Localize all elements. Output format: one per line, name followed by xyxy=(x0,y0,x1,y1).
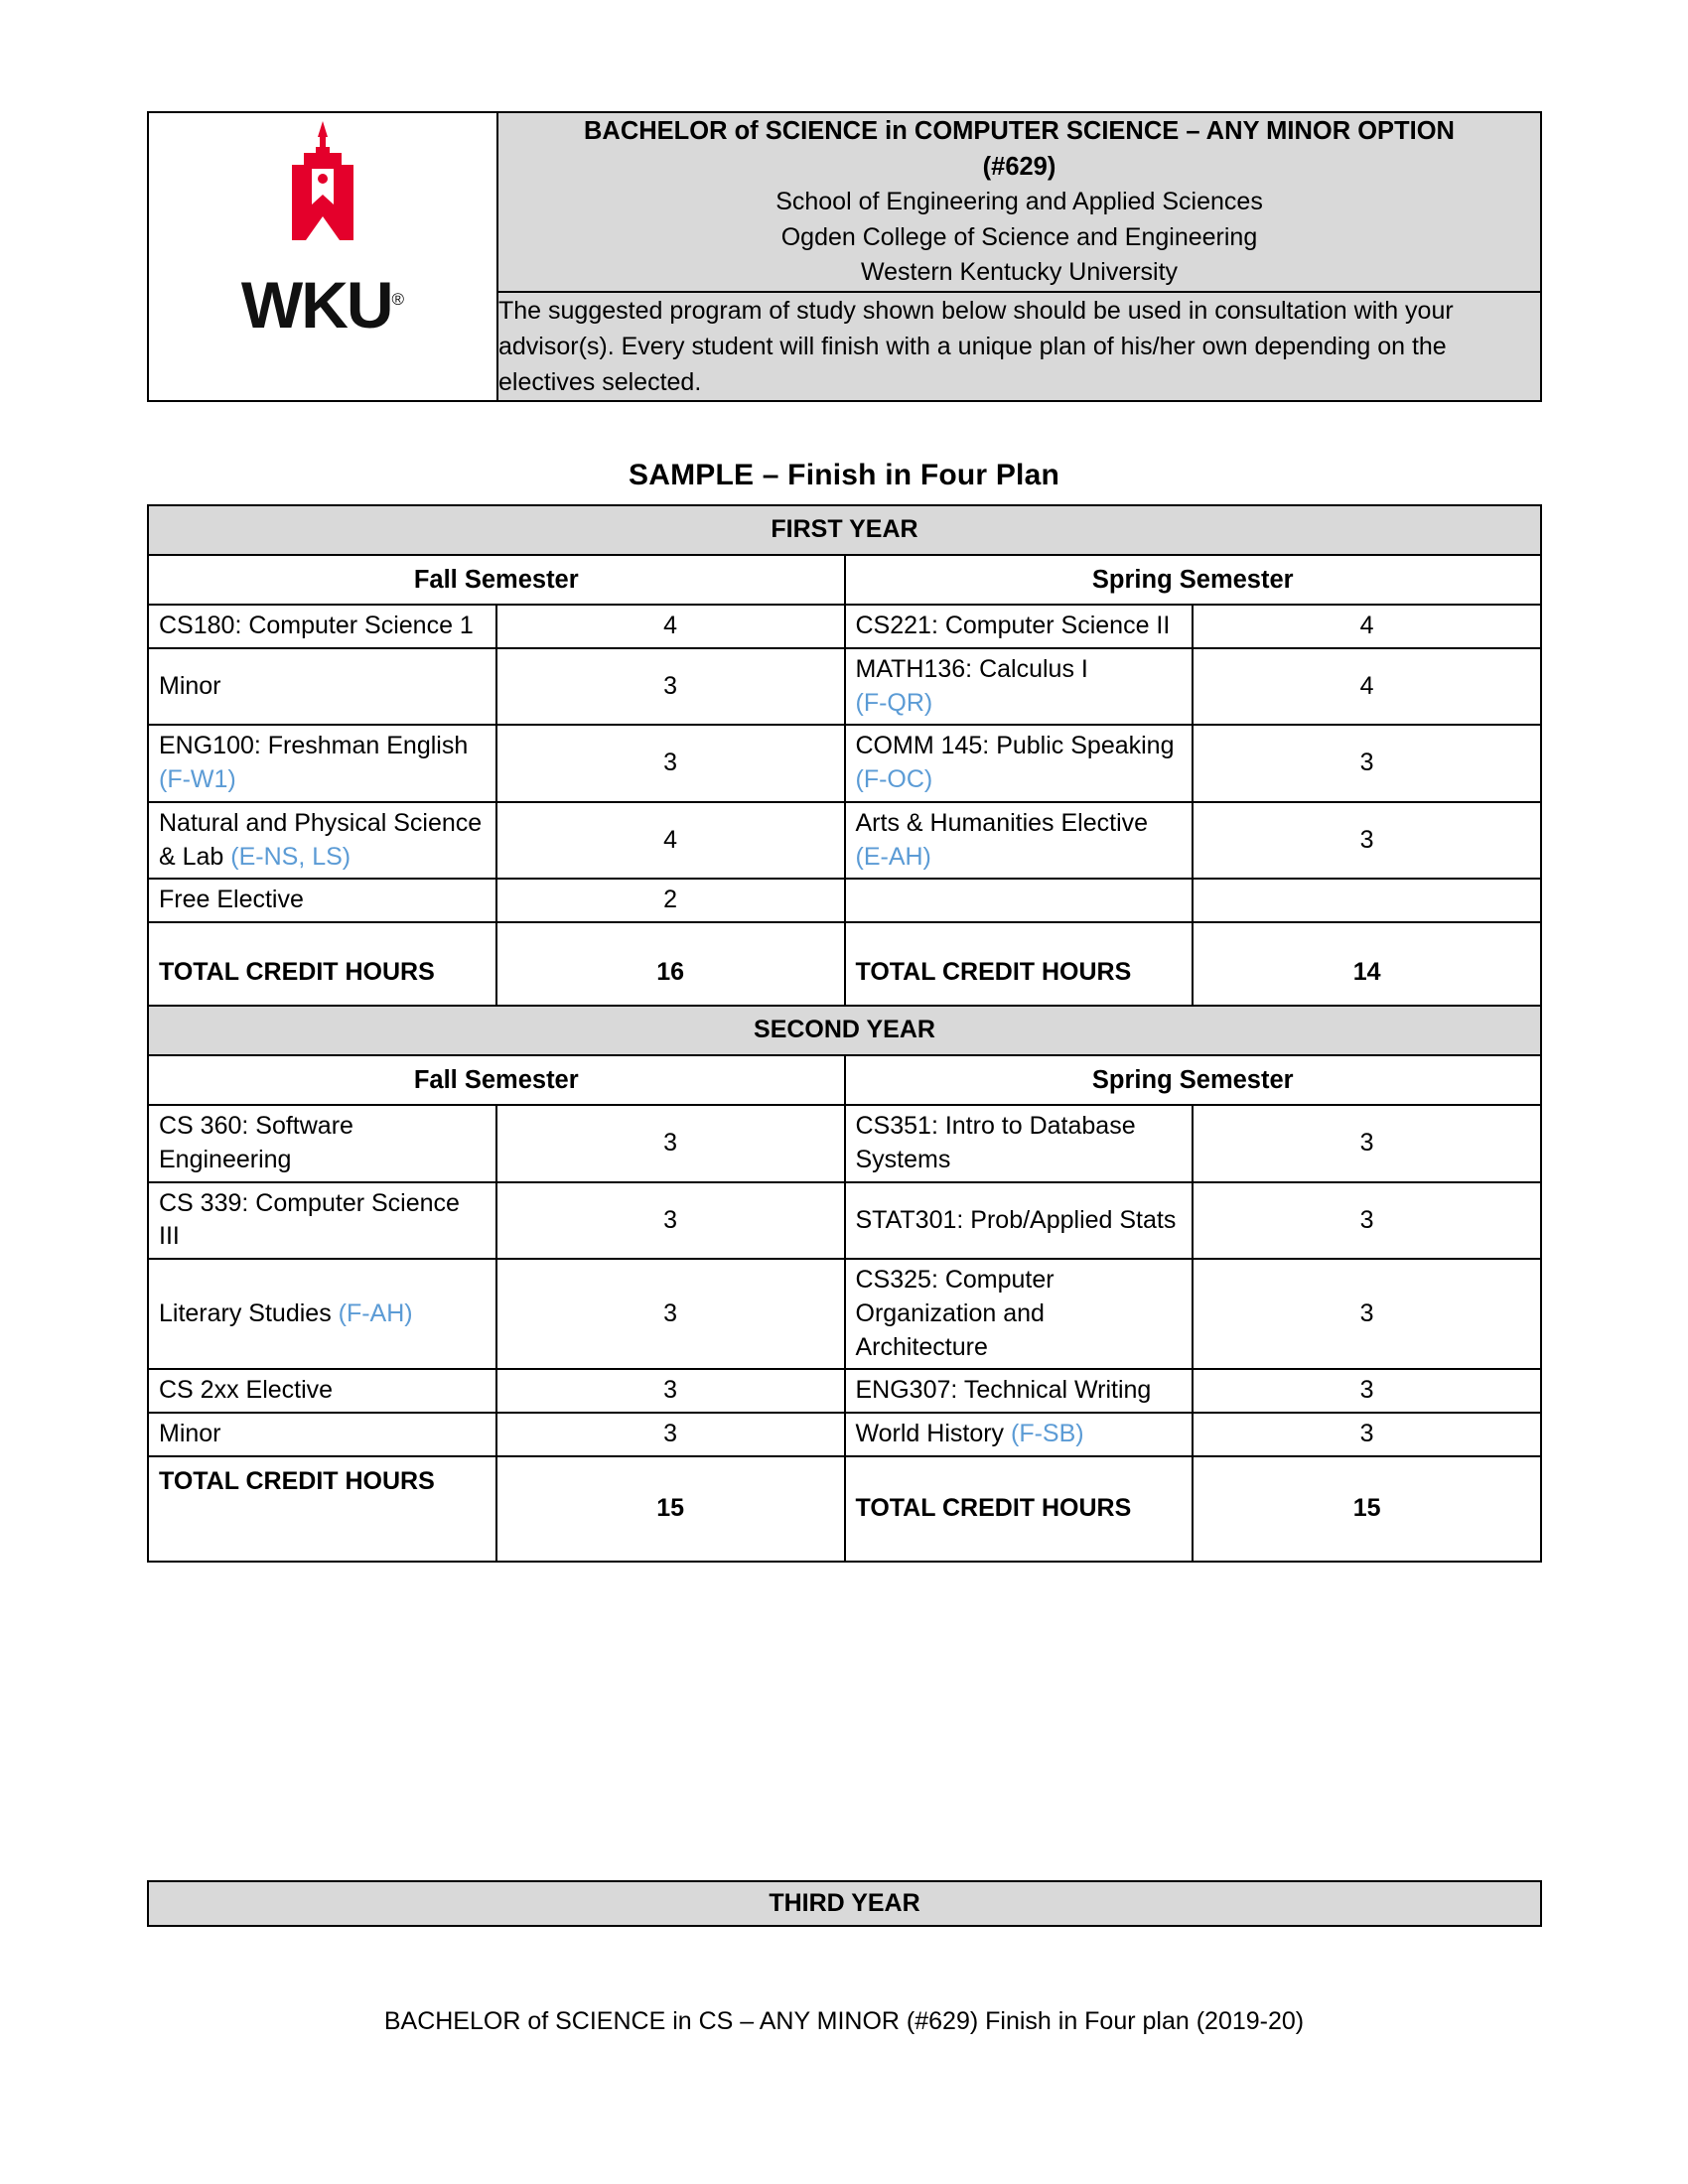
course-name: STAT301: Prob/Applied Stats xyxy=(855,1205,1177,1234)
course-name: CS221: Computer Science II xyxy=(855,612,1171,640)
course-cell xyxy=(148,725,496,802)
course-name: ENG100: Freshman English xyxy=(159,732,469,760)
course-cell xyxy=(148,1259,496,1369)
hours-cell: 3 xyxy=(496,1369,845,1413)
fall-total-label: TOTAL CREDIT HOURS xyxy=(148,1456,496,1562)
course-cell xyxy=(148,1413,496,1456)
hours-cell: 3 xyxy=(496,1413,845,1456)
course-name: ENG307: Technical Writing xyxy=(855,1376,1152,1405)
fall-total-hours: 16 xyxy=(496,922,845,1024)
wku-logo xyxy=(240,113,405,341)
course-code: (F-W1) xyxy=(159,765,236,794)
second-year-banner: SECOND YEAR xyxy=(148,1006,1541,1055)
second-year-table xyxy=(147,1005,1542,1563)
course-code: (F-QR) xyxy=(855,688,933,717)
fall-total-label: TOTAL CREDIT HOURS xyxy=(148,922,496,1024)
wku-wordmark-text: WKU xyxy=(240,268,392,341)
first-year-table xyxy=(147,504,1542,1024)
hours-cell: 3 xyxy=(1193,1105,1541,1182)
header-block xyxy=(147,111,1542,402)
course-name: Natural and Physical Science & Lab xyxy=(159,808,483,871)
second-year-spring-header: Spring Semester xyxy=(845,1055,1542,1105)
hours-cell: 3 xyxy=(1193,1182,1541,1260)
hours-cell: 4 xyxy=(1193,648,1541,726)
course-name: CS 339: Computer Science III xyxy=(159,1188,460,1251)
course-name: CS 360: Software Engineering xyxy=(159,1112,353,1173)
school-name: School of Engineering and Applied Sciences xyxy=(775,188,1263,216)
sample-plan-heading: SAMPLE – Finish in Four Plan xyxy=(629,459,1059,491)
spring-total-label: TOTAL CREDIT HOURS xyxy=(845,922,1194,1024)
hours-cell: 4 xyxy=(1193,605,1541,648)
first-year-banner: FIRST YEAR xyxy=(148,505,1541,555)
course-name: Minor xyxy=(159,671,221,700)
table-row xyxy=(148,879,1541,922)
wku-logo-cell xyxy=(148,112,497,401)
course-name: CS351: Intro to Database Systems xyxy=(855,1112,1136,1173)
first-year-spring-header: Spring Semester xyxy=(845,555,1542,605)
table-row xyxy=(148,1881,1541,1926)
hours-cell-empty xyxy=(1193,879,1541,922)
course-cell xyxy=(845,1413,1194,1456)
table-row xyxy=(148,1182,1541,1260)
course-name: CS 2xx Elective xyxy=(159,1376,334,1405)
course-cell xyxy=(148,648,496,726)
table-row xyxy=(148,1055,1541,1105)
hours-cell: 4 xyxy=(496,605,845,648)
spring-total-hours: 15 xyxy=(1193,1456,1541,1562)
program-code: (#629) xyxy=(982,153,1056,182)
registered-mark-icon: ® xyxy=(391,290,405,309)
course-name: World History xyxy=(855,1420,1012,1448)
table-row xyxy=(148,1369,1541,1413)
course-code: (F-OC) xyxy=(855,765,933,794)
course-cell xyxy=(845,1182,1194,1260)
hours-cell: 3 xyxy=(1193,1259,1541,1369)
second-year-fall-header: Fall Semester xyxy=(148,1055,845,1105)
table-row xyxy=(148,1413,1541,1456)
hours-cell: 3 xyxy=(496,1259,845,1369)
university-name: Western Kentucky University xyxy=(860,258,1179,287)
course-name: CS325: Computer Organization and Architecture xyxy=(855,1266,1055,1361)
course-cell xyxy=(845,1105,1194,1182)
course-name: CS180: Computer Science 1 xyxy=(159,612,474,640)
course-name: COMM 145: Public Speaking xyxy=(855,732,1175,760)
table-row xyxy=(148,648,1541,726)
course-name: Free Elective xyxy=(159,886,304,914)
course-code: (F-SB) xyxy=(1011,1420,1084,1448)
table-row xyxy=(148,725,1541,802)
course-cell xyxy=(845,802,1194,880)
course-cell xyxy=(148,802,496,880)
advisor-note-text: The suggested program of study shown below should be used in consultation with your advisor(s). Every student will finish with a unique plan of his/her own depending on the electives selected. xyxy=(498,296,1454,396)
third-year-banner: THIRD YEAR xyxy=(148,1881,1541,1926)
first-year-fall-header: Fall Semester xyxy=(148,555,845,605)
hours-cell: 4 xyxy=(496,802,845,880)
course-cell xyxy=(148,1369,496,1413)
course-name: Arts & Humanities Elective xyxy=(855,808,1149,837)
table-row xyxy=(148,1006,1541,1055)
course-cell xyxy=(845,605,1194,648)
hours-cell: 2 xyxy=(496,879,845,922)
table-row xyxy=(148,1105,1541,1182)
table-row xyxy=(148,555,1541,605)
page-footer: BACHELOR of SCIENCE in CS – ANY MINOR (#629) Finish in Four plan (2019-20) xyxy=(383,2007,1305,2035)
course-cell-empty xyxy=(845,879,1194,922)
course-cell xyxy=(845,648,1194,726)
course-code: (E-NS, LS) xyxy=(230,842,352,871)
hours-cell: 3 xyxy=(496,648,845,726)
hours-cell: 3 xyxy=(1193,1413,1541,1456)
course-name: MATH136: Calculus I xyxy=(855,654,1088,683)
wku-tower-icon xyxy=(248,113,397,262)
course-cell xyxy=(845,1259,1194,1369)
program-title-line-1: BACHELOR of SCIENCE in COMPUTER SCIENCE – ANY MINOR OPTION xyxy=(584,117,1455,145)
course-name: Minor xyxy=(159,1420,221,1448)
course-cell xyxy=(148,879,496,922)
third-year-table xyxy=(147,1880,1542,1927)
course-code: (E-AH) xyxy=(855,842,931,871)
spring-total-hours: 14 xyxy=(1193,922,1541,1024)
course-cell xyxy=(845,725,1194,802)
hours-cell: 3 xyxy=(1193,725,1541,802)
hours-cell: 3 xyxy=(496,725,845,802)
hours-cell: 3 xyxy=(1193,802,1541,880)
course-cell xyxy=(845,1369,1194,1413)
hours-cell: 3 xyxy=(1193,1369,1541,1413)
spring-total-label: TOTAL CREDIT HOURS xyxy=(845,1456,1194,1562)
hours-cell: 3 xyxy=(496,1105,845,1182)
fall-total-hours: 15 xyxy=(496,1456,845,1562)
table-row xyxy=(148,1456,1541,1562)
table-row xyxy=(148,1259,1541,1369)
wku-wordmark xyxy=(240,268,405,341)
course-cell xyxy=(148,605,496,648)
course-cell xyxy=(148,1182,496,1260)
course-name: Literary Studies xyxy=(159,1298,339,1327)
hours-cell: 3 xyxy=(496,1182,845,1260)
course-code: (F-AH) xyxy=(338,1298,413,1327)
table-row xyxy=(148,605,1541,648)
table-row xyxy=(148,505,1541,555)
table-row xyxy=(148,802,1541,880)
program-title-cell xyxy=(497,112,1541,292)
course-cell xyxy=(148,1105,496,1182)
advisor-note-cell xyxy=(497,292,1541,401)
college-name: Ogden College of Science and Engineering xyxy=(780,222,1258,251)
